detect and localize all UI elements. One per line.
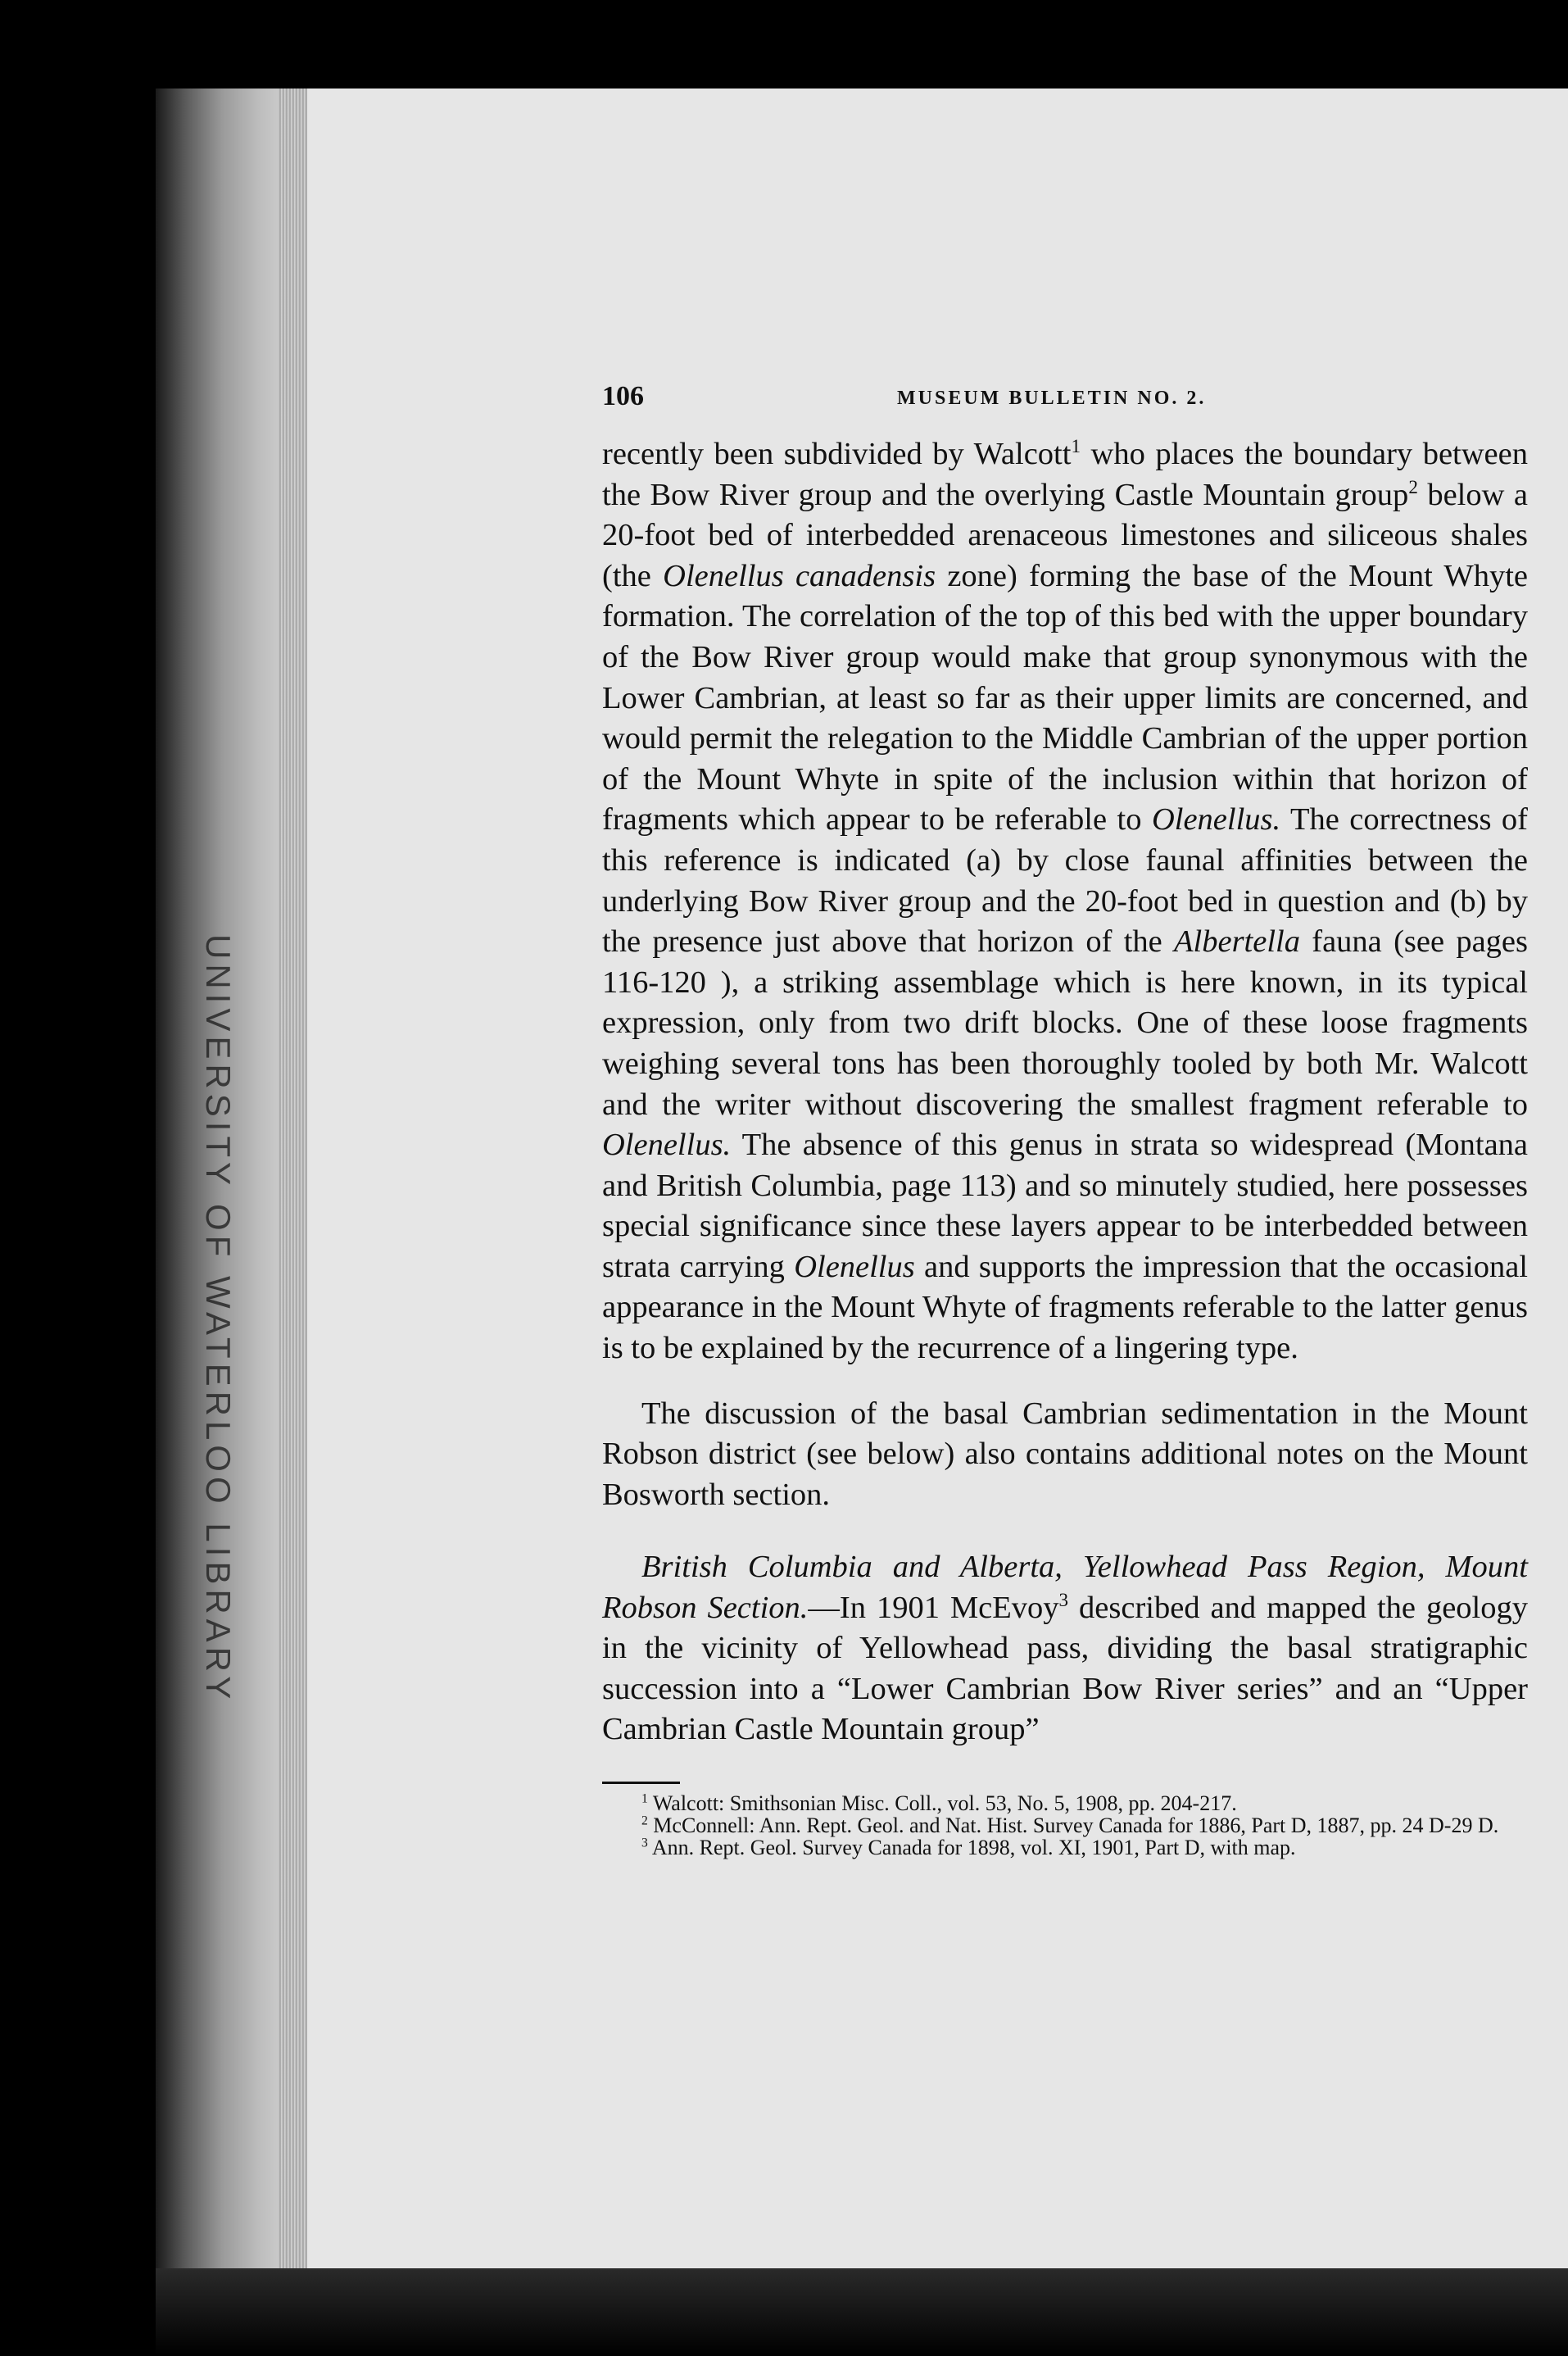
page-edge-strip bbox=[279, 89, 311, 2268]
page-number: 106 bbox=[602, 381, 644, 411]
footnote-mark: 1 bbox=[641, 1791, 648, 1806]
italic-taxon: Olenellus. bbox=[602, 1128, 732, 1163]
library-stamp: UNIVERSITY OF WATERLOO LIBRARY bbox=[199, 934, 238, 1705]
text-run: recently been subdivided by Walcott bbox=[602, 437, 1072, 471]
bottom-shadow bbox=[156, 2268, 1568, 2356]
text-run: The correctness of this reference is indicated (a) by close faunal affinities between the underlying Bow River group and the 20-foot bed in question and (b) by the presence just above that horizon of the bbox=[602, 802, 1528, 960]
text-run: The absence of this genus in strata so widespread (Montana and British Columbia, page 113) and so minutely studied, here possesses special significance since these layers appear to be interbedded between strata carrying bbox=[602, 1128, 1528, 1284]
footnote-rule bbox=[602, 1782, 680, 1784]
text-run: who places the boundary between the Bow River group and the overlying Castle Mountain group bbox=[602, 437, 1528, 512]
paragraph-1 bbox=[602, 434, 1528, 1369]
footnote-text: McConnell: Ann. Rept. Geol. and Nat. Hist. Survey Canada for 1886, Part D, 1887, pp. 24 D-29 D. bbox=[647, 1814, 1499, 1838]
italic-taxon: Olenellus bbox=[794, 1249, 915, 1284]
footnote-1 bbox=[602, 1792, 1528, 1814]
text-run: described and mapped the geology in the vicinity of Yellowhead pass, dividing the basal stratigraphic succession into a “Lower Cambrian Bow River series” and an “Upper Cambrian Castle Mountain group” bbox=[602, 1590, 1528, 1747]
footnote-mark: 3 bbox=[641, 1836, 648, 1850]
page-header bbox=[602, 381, 1544, 430]
paragraph-2: The discussion of the basal Cambrian sedimentation in the Mount Robson district (see below) also contains additional notes on the Mount Bosworth section. bbox=[602, 1396, 1528, 1512]
text-run: zone) forming the base of the Mount Whyte formation. The correlation of the top of this bed with the upper boundary of the Bow River group would make that group synonymous with the Lower Cambrian, at least so far as their upper limits are concerned, and would permit the relegation to the Middle Cambrian of the upper portion of the Mount Whyte in spite of the inclusion within that horizon of fragments which appear to be referable to bbox=[602, 558, 1528, 838]
italic-taxon: Olenellus canadensis bbox=[663, 558, 936, 593]
body-text bbox=[602, 434, 1528, 1859]
text-run: fauna (see pages 116-120 ), a striking assemblage which is here known, in its typical expression, only from two drift blocks. One of these loose fragments weighing several tons has been thoroughly tooled by both Mr. Walcott and the writer without discovering the smallest fragment referable to bbox=[602, 924, 1528, 1122]
footnotes bbox=[602, 1792, 1528, 1859]
text-run: —In 1901 McEvoy bbox=[808, 1590, 1059, 1625]
footnote-ref: 1 bbox=[1071, 435, 1081, 457]
footnote-3 bbox=[602, 1836, 1528, 1859]
italic-taxon: Albertella bbox=[1174, 924, 1300, 960]
footnote-mark: 2 bbox=[641, 1814, 648, 1828]
text-run: and supports the impression that the occasional appearance in the Mount Whyte of fragments referable to the latter genus is to be explained by the recurrence of a lingering type. bbox=[602, 1249, 1528, 1366]
footnote-text: Ann. Rept. Geol. Survey Canada for 1898, vol. XI, 1901, Part D, with map. bbox=[647, 1836, 1296, 1860]
footnote-ref: 2 bbox=[1408, 475, 1418, 497]
text-run: below a 20-foot bed of interbedded arenaceous limestones and siliceous shales (the bbox=[602, 477, 1528, 593]
footnote-2 bbox=[602, 1814, 1528, 1836]
paragraph-3 bbox=[602, 1547, 1528, 1750]
italic-section-heading: British Columbia and Alberta, Yellowhead Pass Region, Mount Robson Section. bbox=[602, 1549, 1528, 1625]
footnote-ref: 3 bbox=[1058, 1588, 1069, 1610]
running-head: MUSEUM BULLETIN NO. 2. bbox=[897, 388, 1207, 409]
footnote-text: Walcott: Smithsonian Misc. Coll., vol. 53, No. 5, 1908, pp. 204-217. bbox=[647, 1791, 1237, 1816]
italic-taxon: Olenellus. bbox=[1151, 802, 1281, 838]
